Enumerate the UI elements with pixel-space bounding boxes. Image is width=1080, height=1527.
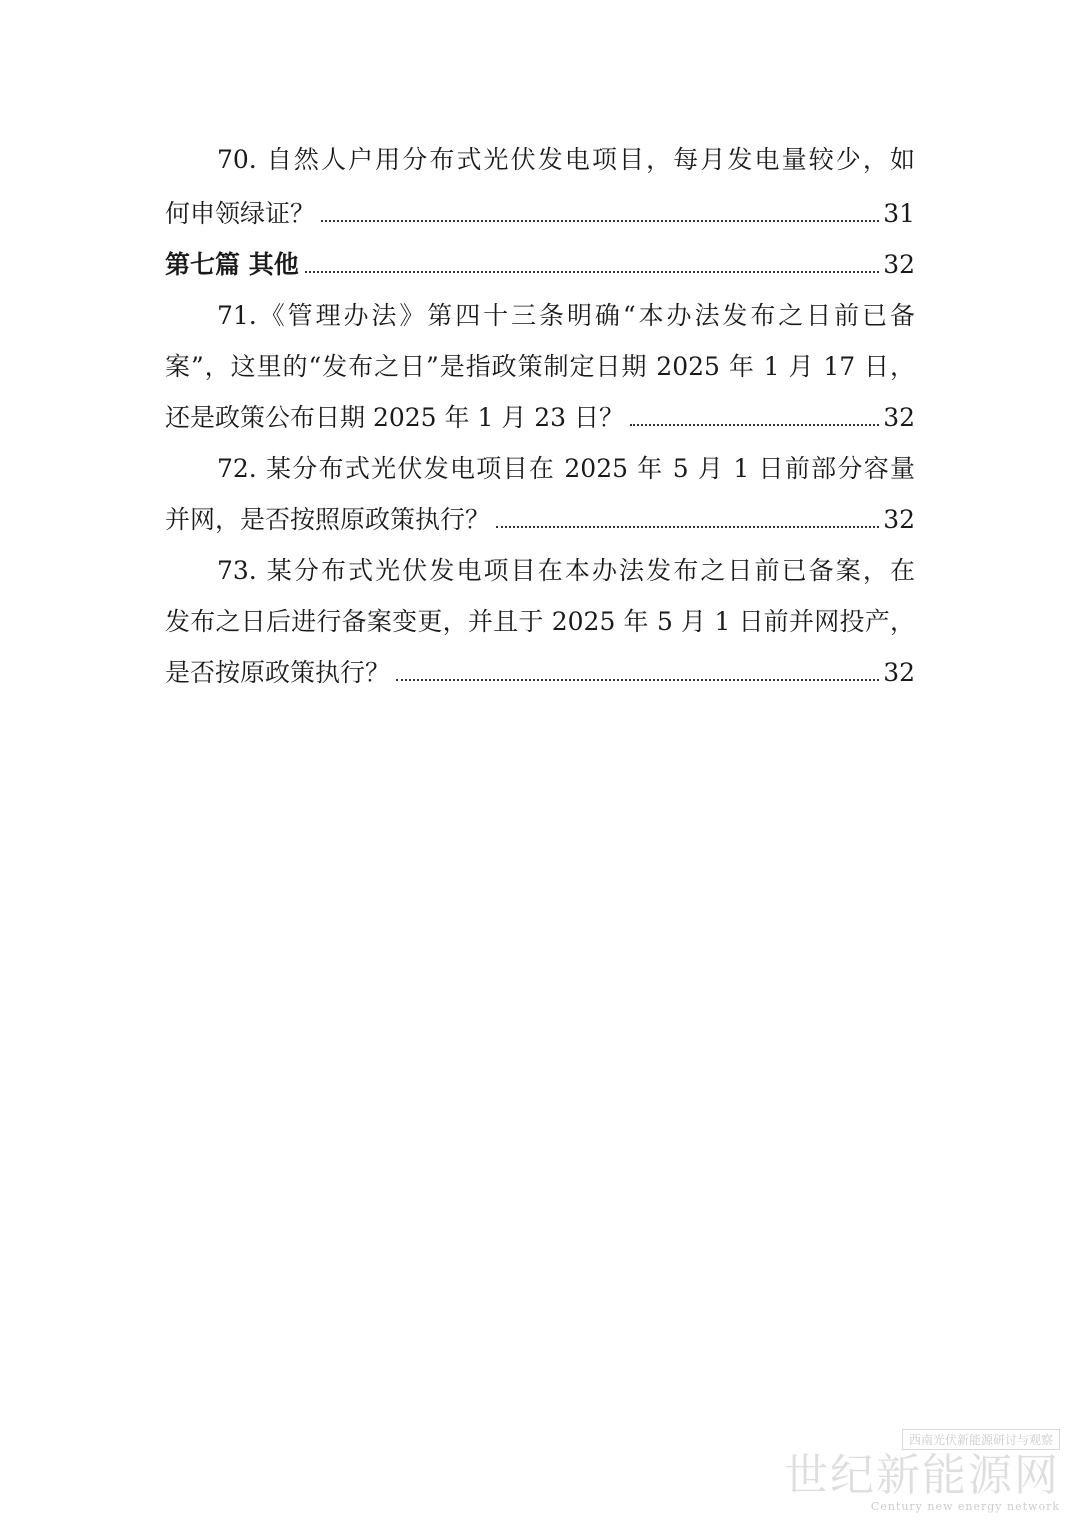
section-title: 第七篇 其他 xyxy=(165,250,299,279)
toc-item-70-text: 70. 自然人户用分布式光伏发电项目，每月发电量较少，如 xyxy=(217,145,915,174)
toc-item-73-text: 73. 某分布式光伏发电项目在本办法发布之日前已备案，在 xyxy=(217,556,915,585)
toc-item-70-line-1[interactable] xyxy=(165,140,915,180)
dot-leader xyxy=(630,423,879,426)
watermark-subtitle: Century new energy network xyxy=(870,1500,1060,1513)
page-number: 32 xyxy=(883,403,915,432)
toc-item-70-text-cont: 何申领绿证？ xyxy=(165,199,316,228)
page-number: 32 xyxy=(883,658,915,687)
watermark xyxy=(784,1429,1060,1513)
toc-item-70-line-2[interactable] xyxy=(165,194,915,234)
toc-item-72-line-1[interactable] xyxy=(165,449,915,489)
toc-item-71-text: 71.《管理办法》第四十三条明确“本办法发布之日前已备 xyxy=(217,301,915,330)
toc-item-73-text-cont: 发布之日后进行备案变更，并且于 2025 年 5 月 1 日前并网投产， xyxy=(165,607,915,636)
toc-item-73-text-end: 是否按原政策执行？ xyxy=(165,658,391,687)
toc-item-72-text: 72. 某分布式光伏发电项目在 2025 年 5 月 1 日前部分容量 xyxy=(217,454,915,483)
page-number: 31 xyxy=(883,199,915,228)
toc-item-73-line-2[interactable] xyxy=(165,602,915,642)
toc-item-71-line-1[interactable] xyxy=(165,296,915,336)
dot-leader xyxy=(321,219,879,222)
toc-item-73-line-3[interactable] xyxy=(165,653,915,693)
toc-item-71-line-2[interactable] xyxy=(165,347,915,387)
page-number: 32 xyxy=(883,250,915,279)
toc-item-71-line-3[interactable] xyxy=(165,398,915,438)
page-number: 32 xyxy=(883,505,915,534)
dot-leader xyxy=(496,525,879,528)
toc-item-71-text-end: 还是政策公布日期 2025 年 1 月 23 日？ xyxy=(165,403,625,432)
watermark-tag: 西南光伏新能源研讨与观察 xyxy=(902,1429,1060,1450)
dot-leader xyxy=(305,270,879,273)
toc-item-72-text-cont: 并网，是否按照原政策执行？ xyxy=(165,505,491,534)
dot-leader xyxy=(396,678,879,681)
watermark-logo-text: 世纪新能源网 xyxy=(784,1450,1060,1501)
toc-item-73-line-1[interactable] xyxy=(165,551,915,591)
toc-item-72-line-2[interactable] xyxy=(165,500,915,540)
toc-item-71-text-cont: 案”，这里的“发布之日”是指政策制定日期 2025 年 1 月 17 日， xyxy=(165,352,915,381)
toc-section-7[interactable] xyxy=(165,245,915,285)
